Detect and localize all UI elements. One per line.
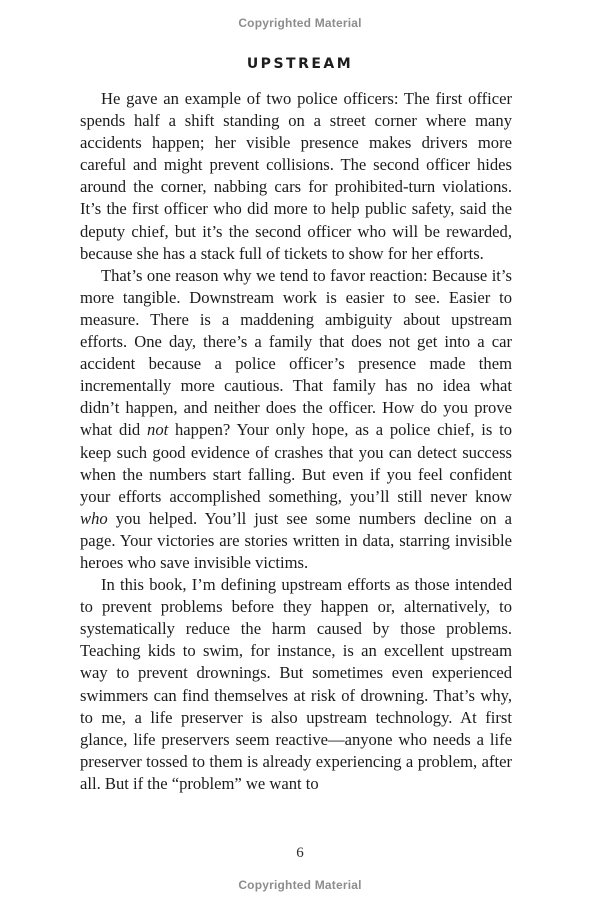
page-body	[80, 88, 512, 795]
copyright-notice-top: Copyrighted Material	[238, 16, 362, 30]
body-paragraph: He gave an example of two police officers: The first officer spends half a shift standing on a street corner where many accidents happen; her visible presence makes drivers more careful and might prevent collisions. The second officer hides around the corner, nabbing cars for prohibited-turn violations. It’s the first officer who did more to help public safety, said the deputy chief, but it’s the second officer who will be rewarded, because she has a stack full of tickets to show for her efforts.	[80, 89, 512, 263]
body-paragraph: That’s one reason why we tend to favor reaction: Because it’s more tangible. Downstream work is easier to see. Easier to measure. There is a maddening ambiguity about upstream efforts. One day, there’s a family that does not get into a car accident because a police officer’s presence made them incrementally more cautious. That family has no idea what didn’t happen, and neither does the officer. How do you prove what did not happen? Your only hope, as a police chief, is to keep such good evidence of crashes that you can detect success when the numbers start falling. But even if you feel confident your efforts accomplished something, you’ll still never know who you helped. You’ll just see some numbers decline on a page. Your victories are stories written in data, starring invisible heroes who save invisible victims.	[80, 265, 512, 572]
copyright-notice-bottom: Copyrighted Material	[238, 878, 362, 892]
body-paragraph: In this book, I’m defining upstream efforts as those intended to prevent problems before they happen or, alternatively, to systematically reduce the harm caused by those problems. Teaching kids to swim, for instance, is an excellent upstream way to prevent drownings. But sometimes even experienced swimmers can find themselves at risk of drowning. That’s why, to me, a life preserver is also upstream technology. At first glance, life preservers seem reactive—anyone who needs a life preserver tossed to them is already experiencing a problem, after all. But if the “problem” we want to	[80, 575, 512, 793]
page-number: 6	[296, 845, 304, 861]
chapter-title: UPSTREAM	[246, 56, 354, 72]
